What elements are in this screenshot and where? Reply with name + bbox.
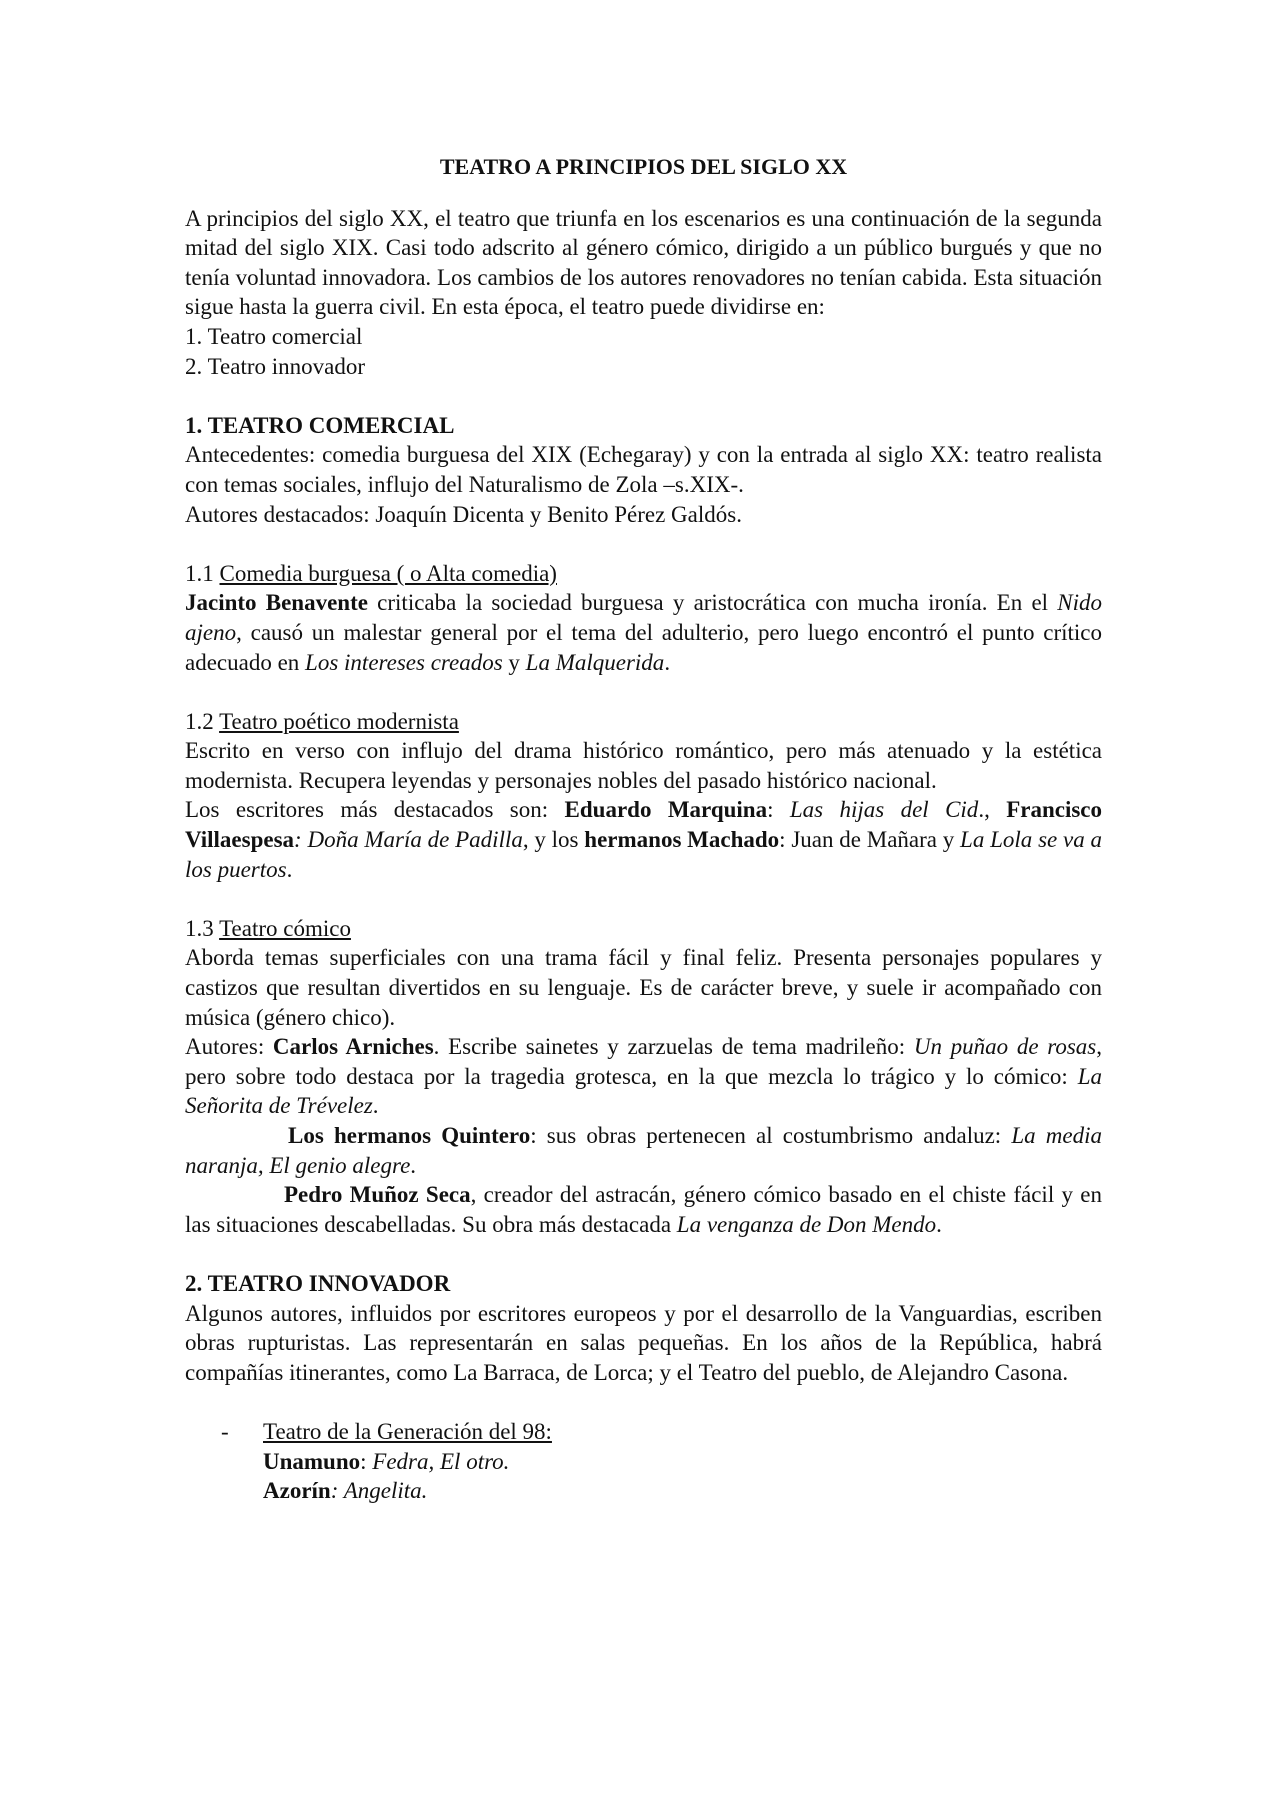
work-title: Doña María de Padilla: [307, 827, 523, 853]
author-name: Azorín: [263, 1478, 331, 1504]
author-name: Unamuno: [263, 1448, 361, 1474]
author-name: Carlos Arniches: [272, 1034, 434, 1060]
unamuno-entry: Unamuno: Fedra, El otro.: [263, 1448, 510, 1474]
list-item: 1. Teatro comercial: [185, 323, 363, 349]
generacion-98-title: Teatro de la Generación del 98:: [263, 1418, 552, 1444]
munoz-seca-paragraph: Pedro Muñoz Seca, creador del astracán, género cómico basado en el chiste fácil y en las situaciones descabelladas. Su obra más destacada La venganza de Don Mendo.: [185, 1182, 1102, 1237]
teatro-innovador-description: Algunos autores, influidos por escritores europeos y por el desarrollo de la Vanguardias, escriben obras rupturistas. Las representarán en salas pequeñas. En los años de la República, habrá compañías itinerantes, como La Barraca, de Lorca; y el Teatro del pueblo, de Alejandro Casona.: [185, 1300, 1102, 1385]
subsection-heading-comedia-burguesa: 1.1 Comedia burguesa ( o Alta comedia): [185, 560, 557, 586]
teatro-comico-description: Aborda temas superficiales con una trama fácil y final feliz. Presenta personajes populares y castizos que resultan divertidos en su lenguaje. Es de carácter breve, y suele ir acompañado con música (género chico).: [185, 945, 1102, 1030]
work-title: Un puñao de rosas: [913, 1034, 1097, 1060]
author-name: hermanos Machado: [584, 827, 780, 853]
author-name: Francisco Villaespesa: [185, 797, 1102, 853]
arniches-paragraph: Autores: Carlos Arniches. Escribe sainetes y zarzuelas de tema madrileño: Un puñao de rosas, pero sobre todo destaca por la tragedia grotesca, en la que mezcla lo trágico y lo cómico: La Señorita de Trévelez.: [185, 1034, 1102, 1119]
teatro-poetico-description: Escrito en verso con influjo del drama histórico romántico, pero más atenuado y la estética modernista. Recupera leyendas y personajes nobles del pasado histórico nacional.: [185, 738, 1102, 793]
comedia-burguesa-paragraph: Jacinto Benavente criticaba la sociedad burguesa y aristocrática con mucha ironía. En el Nido ajeno, causó un malestar general por el tema del adulterio, pero luego encontró el punto crítico adecuado en Los intereses creados y La Malquerida.: [185, 590, 1102, 675]
author-name: Jacinto Benavente: [185, 590, 368, 616]
intro-paragraph: A principios del siglo XX, el teatro que triunfa en los escenarios es una continuación de la segunda mitad del siglo XIX. Casi todo adscrito al género cómico, dirigido a un público burgués y que no tenía voluntad innovadora. Los cambios de los autores renovadores no tenían cabida. Esta situación sigue hasta la guerra civil. En esta época, el teatro puede dividirse en:: [185, 205, 1102, 320]
work-title: Fedra, El otro.: [372, 1448, 510, 1474]
work-title: La venganza de Don Mendo: [676, 1211, 937, 1237]
antecedentes-paragraph: Antecedentes: comedia burguesa del XIX (Echegaray) y con la entrada al siglo XX: teatro realista con temas sociales, influjo del Naturalismo de Zola –s.XIX-.: [185, 442, 1102, 497]
list-item: 2. Teatro innovador: [185, 353, 366, 379]
author-name: Eduardo Marquina: [564, 797, 768, 823]
author-name: Los hermanos Quintero: [288, 1123, 531, 1148]
azorin-entry: Azorín: Angelita.: [263, 1478, 428, 1504]
section-heading-comercial: 1. TEATRO COMERCIAL: [185, 412, 455, 438]
quintero-paragraph: Los hermanos Quintero: sus obras pertenecen al costumbrismo andaluz: La media naranja, El genio alegre.: [185, 1123, 1102, 1178]
work-title: La Malquerida: [525, 649, 665, 675]
work-title: Las hijas del Cid: [789, 797, 979, 823]
dash-bullet: -: [221, 1418, 229, 1444]
document-page: [185, 152, 1102, 1506]
section-heading-innovador: 2. TEATRO INNOVADOR: [185, 1270, 451, 1296]
work-title: Nido ajeno: [185, 590, 1102, 645]
teatro-poetico-authors: Los escritores más destacados son: Eduardo Marquina: Las hijas del Cid., Francisco Villaespesa: Doña María de Padilla, y los hermanos Machado: Juan de Mañara y La Lola se va a los puertos.: [185, 797, 1102, 882]
work-title: La media naranja, El genio alegre: [185, 1123, 1102, 1178]
subsection-heading-teatro-poetico: 1.2 Teatro poético modernista: [185, 708, 459, 734]
generacion-98-list-item: [185, 1417, 1102, 1506]
work-title: Angelita.: [343, 1478, 428, 1504]
subsection-heading-teatro-comico: 1.3 Teatro cómico: [185, 915, 351, 941]
page-title: TEATRO A PRINCIPIOS DEL SIGLO XX: [439, 154, 848, 179]
work-title: La Señorita de Trévelez: [185, 1063, 1102, 1119]
author-name: Pedro Muñoz Seca: [284, 1182, 471, 1208]
work-title: La Lola se va a los puertos: [185, 827, 1102, 882]
work-title: Los intereses creados: [305, 649, 503, 675]
autores-destacados: Autores destacados: Joaquín Dicenta y Benito Pérez Galdós.: [185, 501, 742, 527]
